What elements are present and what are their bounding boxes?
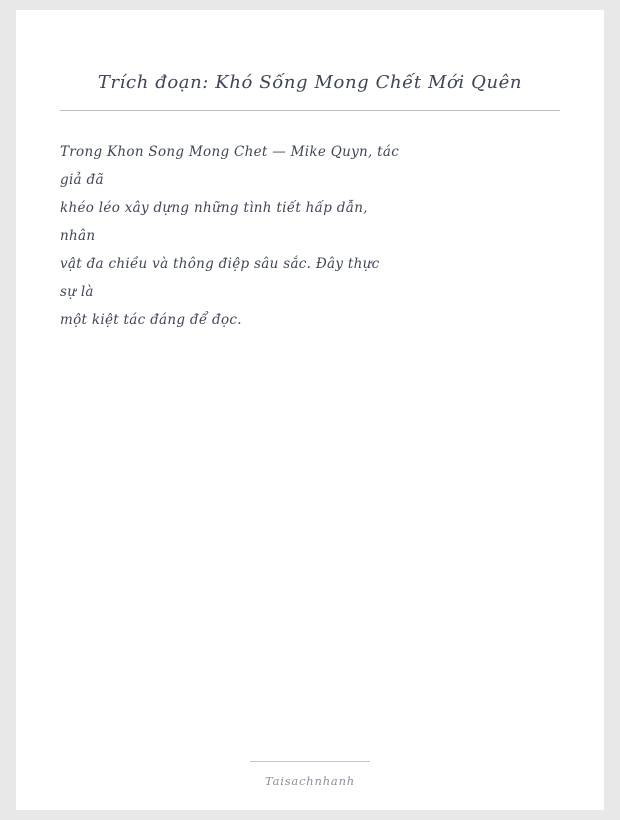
body-line: khéo léo xây dựng những tình tiết hấp dẫn, [60,200,368,216]
document-body [60,138,560,334]
page-footer [16,761,604,788]
document-page [16,10,604,810]
body-line: giả đã [60,172,104,188]
body-line: một kiệt tác đáng để đọc. [60,312,242,328]
body-line: nhân [60,228,96,244]
footer-brand: Taisachnhanh [265,774,355,788]
body-line: vật đa chiều và thông điệp sâu sắc. Đây thực [60,256,380,272]
body-line: Trong Khon Song Mong Chet — Mike Quyn, tác [60,144,400,160]
footer-divider [250,761,370,762]
page-title: Trích đoạn: Khó Sống Mong Chết Mới Quên [97,72,523,93]
title-divider [60,110,560,111]
body-line: sự là [60,284,94,300]
